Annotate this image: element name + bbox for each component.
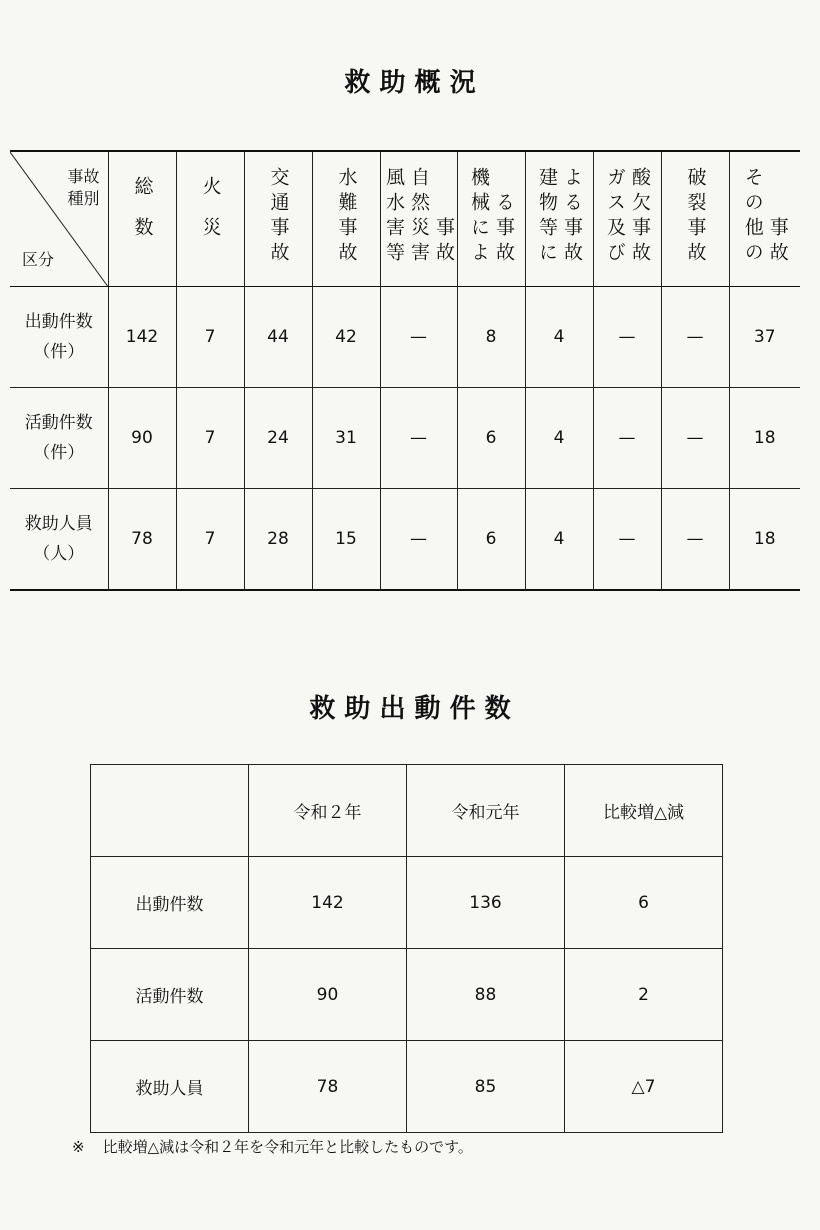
footnote-mark: ※: [72, 1138, 85, 1156]
table-header-cell: [91, 765, 249, 857]
table-cell: 142: [249, 857, 407, 949]
col-header-water: 水難事故: [312, 151, 380, 287]
col-header-machine: 機械によ る事故: [457, 151, 525, 287]
table-cell: 24: [244, 388, 312, 489]
table-cell: —: [661, 489, 729, 591]
col-header-rupture: 破裂事故: [661, 151, 729, 287]
table-cell: 4: [525, 489, 593, 591]
table-cell: —: [380, 287, 457, 388]
table-cell: 90: [108, 388, 176, 489]
table-row: [10, 388, 800, 489]
table-cell: —: [380, 489, 457, 591]
table-cell: 31: [312, 388, 380, 489]
table-cell: 90: [249, 949, 407, 1041]
col-header-traffic: 交通事故: [244, 151, 312, 287]
col-header-other: その他の 事故: [729, 151, 800, 287]
table-header-cell: 令和元年: [407, 765, 565, 857]
rescue-dispatch-table: [90, 764, 723, 1133]
row-label: 活動件数 （件）: [10, 388, 108, 489]
table-row: [91, 1041, 723, 1133]
table-cell: 6: [565, 857, 723, 949]
table-row: [91, 949, 723, 1041]
table-cell: 8: [457, 287, 525, 388]
table-cell: 78: [249, 1041, 407, 1133]
table-header-cell: 比較増△減: [565, 765, 723, 857]
rescue-overview-table: [10, 150, 800, 591]
table-cell: 7: [176, 388, 244, 489]
table-cell: —: [593, 489, 661, 591]
table-cell: 85: [407, 1041, 565, 1133]
table-cell: 6: [457, 388, 525, 489]
table-cell: 44: [244, 287, 312, 388]
footnote-text: 比較増△減は令和２年を令和元年と比較したものです。: [102, 1138, 473, 1156]
row-label: 救助人員 （人）: [10, 489, 108, 591]
row-label: 出動件数: [91, 857, 249, 949]
corner-header-top: 事故 種別: [67, 167, 100, 208]
row-label: 出動件数 （件）: [10, 287, 108, 388]
table-cell: 7: [176, 287, 244, 388]
table-cell: △7: [565, 1041, 723, 1133]
table-cell: 15: [312, 489, 380, 591]
table-cell: —: [593, 287, 661, 388]
row-label: 救助人員: [91, 1041, 249, 1133]
col-header-gas: ガス及び 酸欠事故: [593, 151, 661, 287]
row-label: 活動件数: [91, 949, 249, 1041]
col-header-fire: 火災: [176, 151, 244, 287]
col-header-building: 建物等に よる事故: [525, 151, 593, 287]
col-header-total: 総数: [108, 151, 176, 287]
col-header-natural-disaster: 風水害等 自然災害 事故: [380, 151, 457, 287]
table-row: [10, 287, 800, 388]
table-cell: 78: [108, 489, 176, 591]
table-header-row: [91, 765, 723, 857]
table-cell: —: [661, 388, 729, 489]
table-cell: 142: [108, 287, 176, 388]
table-cell: 18: [729, 388, 800, 489]
table-cell: 6: [457, 489, 525, 591]
corner-header-bottom: 区分: [22, 250, 55, 269]
table-cell: 4: [525, 287, 593, 388]
table-cell: 18: [729, 489, 800, 591]
table-cell: 2: [565, 949, 723, 1041]
table-cell: —: [380, 388, 457, 489]
table-cell: 136: [407, 857, 565, 949]
page-title-rescue-overview: 救 助 概 況: [344, 68, 476, 98]
table-cell: 28: [244, 489, 312, 591]
table-cell: 88: [407, 949, 565, 1041]
page-title-rescue-dispatch: 救 助 出 動 件 数: [309, 694, 511, 724]
table-cell: 7: [176, 489, 244, 591]
footnote: [72, 1136, 473, 1157]
table-row: [10, 489, 800, 591]
table-cell: 42: [312, 287, 380, 388]
corner-header-cell: [10, 151, 108, 287]
table-cell: 4: [525, 388, 593, 489]
table-cell: —: [593, 388, 661, 489]
table-row: [91, 857, 723, 949]
table-cell: 37: [729, 287, 800, 388]
table-cell: —: [661, 287, 729, 388]
table-header-cell: 令和２年: [249, 765, 407, 857]
